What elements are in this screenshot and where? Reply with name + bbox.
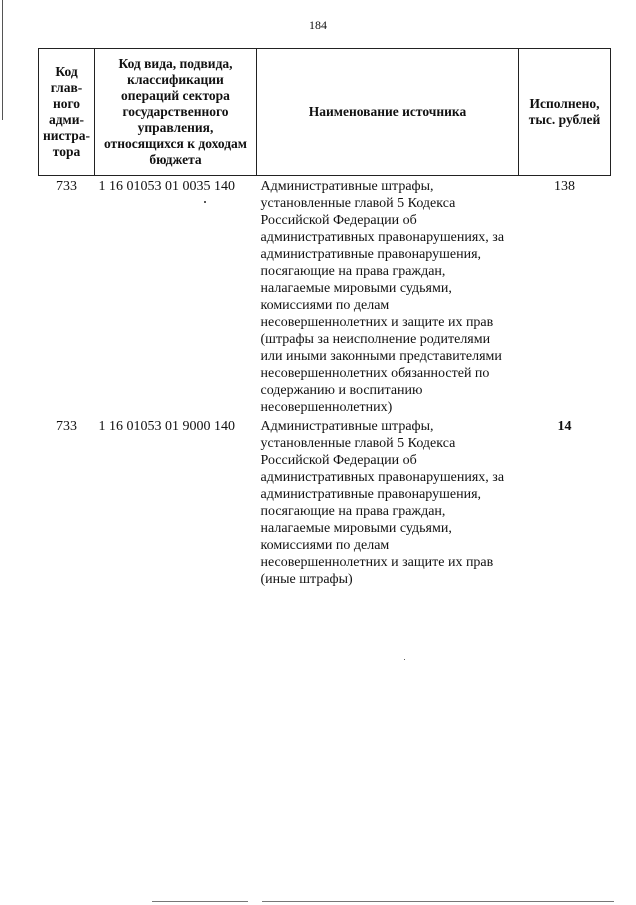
- revenue-table: [38, 48, 611, 588]
- cell-classification-code: 1 16 01053 01 9000 140: [98, 419, 235, 434]
- bottom-rule-left: [152, 901, 248, 902]
- table-row: [39, 176, 611, 417]
- cell-executed: 138: [554, 179, 575, 194]
- scan-speck: [204, 201, 206, 203]
- cell-executed: 14: [557, 419, 572, 434]
- page-number: 184: [309, 18, 327, 32]
- cell-classification-code: 1 16 01053 01 0035 140: [98, 179, 235, 194]
- cell-source-name: Административные штрафы, установленные главой 5 Кодекса Российской Федерации об административных правонарушениях, за административные правонарушения, посягающие на права граждан, налагаемые мировыми судьями, комиссиями по делам несовершеннолетних и защите их прав (иные штрафы): [260, 419, 505, 587]
- cell-admin-code: 733: [56, 179, 77, 194]
- header-admin-code: Код глав-ного адми-нистра-тора: [39, 49, 95, 176]
- table-row: [39, 416, 611, 588]
- header-source-name: Наименование источника: [257, 49, 519, 176]
- bottom-rule-right: [262, 901, 614, 902]
- table-header-row: [39, 49, 611, 176]
- scan-margin-line: [2, 0, 3, 120]
- cell-source-name: Административные штрафы, установленные главой 5 Кодекса Российской Федерации об административных правонарушениях, за административные правонарушения, посягающие на права граждан, налагаемые мировыми судьями, комиссиями по делам несовершеннолетних и защите их прав (штрафы за неисполнение родителями или иными законными представителями несовершеннолетних обязанностей по содержанию и воспитанию несовершеннолетних): [260, 179, 505, 415]
- cell-admin-code: 733: [56, 419, 77, 434]
- header-executed: Исполнено, тыс. рублей: [519, 49, 611, 176]
- scan-speck: [404, 659, 405, 660]
- header-classification-code: Код вида, подвида, классификации операций сектора государственного управления, относящихся к доходам бюджета: [95, 49, 257, 176]
